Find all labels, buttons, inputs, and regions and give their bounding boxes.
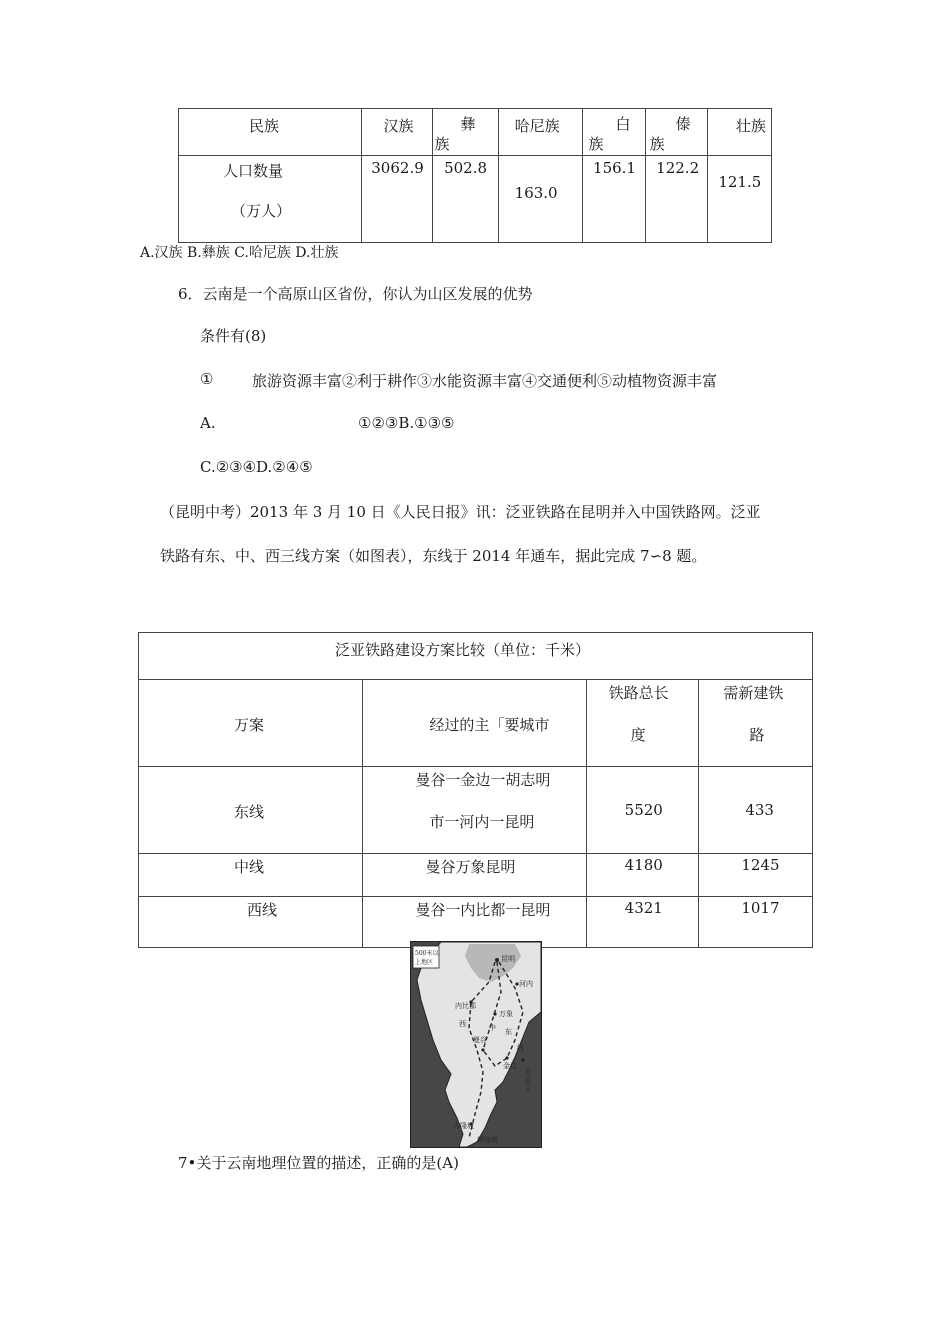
header-cell-dai xyxy=(645,109,707,156)
row-label-cell xyxy=(179,156,362,243)
map-label-west: 西 xyxy=(459,1020,466,1028)
header-cities-cell xyxy=(363,680,586,767)
header-plan: 万案 xyxy=(234,716,265,734)
east-cities-cell xyxy=(363,767,586,854)
map-label-singapore: 新加坡 xyxy=(477,1136,498,1144)
west-total-cell xyxy=(586,897,699,948)
map-label-naypyidaw: 内比都 xyxy=(455,1002,476,1010)
header-new-line2: 路 xyxy=(749,726,765,744)
value-yi-text: 502.8 xyxy=(444,159,488,177)
row-label-line2: （万人） xyxy=(231,202,292,220)
header-total-cell xyxy=(586,680,699,767)
city-dot-phnompenh xyxy=(505,1056,508,1059)
map-label-middle: 中 xyxy=(489,1024,496,1032)
header-dai-1: 傣 xyxy=(675,115,691,133)
map-label-kunming: 昆明 xyxy=(501,955,515,963)
middle-total-cell xyxy=(586,854,699,897)
city-dot-bangkok xyxy=(481,1048,484,1051)
q7-stem: 7•关于云南地理位置的描述，正确的是(A) xyxy=(178,1154,459,1172)
east-total-cell xyxy=(586,767,699,854)
west-plan-cell xyxy=(139,897,363,948)
intro-line2: 铁路有东、中、西三线方案（如图表），东线于 2014 年通车，据此完成 7∽8 题。 xyxy=(160,547,707,565)
east-cities-line2: 市一河内一昆明 xyxy=(429,813,535,831)
table-row-west xyxy=(139,897,813,948)
value-hani xyxy=(498,156,582,243)
legend-line2: 上地区 xyxy=(415,959,434,966)
city-dot-kunming xyxy=(495,958,499,962)
west-plan: 西线 xyxy=(247,901,278,919)
east-cities-line1: 曼谷一金边一胡志明 xyxy=(415,771,551,789)
q6-items: 旅游资源丰富②利于耕作③水能资源丰富④交通便利⑤动植物资源丰富 xyxy=(252,372,718,390)
city-dot-hochiminh xyxy=(521,1058,524,1061)
table2-title: 泛亚铁路建设方案比较（单位：千米） xyxy=(335,641,591,659)
q5-options: A.汉族 B.彝族 C.哈尼族 D.壮族 xyxy=(140,245,339,261)
ethnic-population-table xyxy=(178,108,772,243)
header-total-line1: 铁路总长 xyxy=(608,684,669,702)
header-dai-2: 族 xyxy=(649,135,665,153)
middle-new-cell xyxy=(699,854,813,897)
middle-plan: 中线 xyxy=(234,858,265,876)
west-cities: 曼谷一内比都一昆明 xyxy=(415,901,551,919)
header-new-cell xyxy=(699,680,813,767)
header-cities: 经过的主「要城市 xyxy=(429,716,550,734)
value-zhuang xyxy=(707,156,771,243)
header-zhuang: 壮族 xyxy=(735,117,766,135)
map-label-line: 线 xyxy=(517,1044,524,1052)
east-plan: 东线 xyxy=(234,803,265,821)
value-bai xyxy=(582,156,645,243)
pan-asia-railway-map xyxy=(410,941,542,1148)
east-total: 5520 xyxy=(624,801,663,819)
table2-title-cell xyxy=(139,633,813,680)
middle-total: 4180 xyxy=(624,856,663,874)
header-cell-han xyxy=(361,109,432,156)
map-label-phnompenh: 金边 xyxy=(503,1062,517,1070)
east-plan-cell xyxy=(139,767,363,854)
middle-cities-cell xyxy=(363,854,586,897)
west-cities-cell xyxy=(363,897,586,948)
header-yi-2: 族 xyxy=(434,135,450,153)
map-label-kualalumpur: 吉隆坡 xyxy=(453,1122,474,1130)
header-han: 汉族 xyxy=(383,117,414,135)
table-row-middle xyxy=(139,854,813,897)
q6-option-a-label: A. xyxy=(200,414,216,432)
header-hani: 哈尼族 xyxy=(514,117,560,135)
q6-option-a-rest: ①②③B.①③⑤ xyxy=(358,414,455,432)
map-label-hochiminh: 胡志明市 xyxy=(523,1068,531,1092)
value-zhuang-text: 121.5 xyxy=(718,173,762,191)
map-label-bangkok: 曼谷 xyxy=(473,1036,487,1044)
value-yi xyxy=(432,156,498,243)
value-dai-text: 122.2 xyxy=(656,159,700,177)
map-label-east: 东 xyxy=(505,1028,512,1036)
map-label-hanoi: 河内 xyxy=(519,980,533,988)
header-bai-1: 白 xyxy=(615,115,631,133)
table-row-east xyxy=(139,767,813,854)
legend-line1: 500米以 xyxy=(415,950,439,957)
map-drawing xyxy=(411,942,541,1147)
q6-stem-line1: 6．云南是一个高原山区省份，你认为山区发展的优势 xyxy=(178,285,533,303)
header-cell-hani xyxy=(498,109,582,156)
value-han xyxy=(361,156,432,243)
middle-plan-cell xyxy=(139,854,363,897)
middle-cities: 曼谷万象昆明 xyxy=(425,858,516,876)
header-cell-bai xyxy=(582,109,645,156)
value-bai-text: 156.1 xyxy=(593,159,636,177)
header-total-line2: 度 xyxy=(630,726,646,744)
east-new-cell xyxy=(699,767,813,854)
value-han-text: 3062.9 xyxy=(371,159,424,177)
q6-options-cd: C.②③④D.②④⑤ xyxy=(200,458,313,476)
railway-plan-table xyxy=(138,632,813,948)
header-bai-2: 族 xyxy=(588,135,604,153)
value-dai xyxy=(645,156,707,243)
header-new-line1: 需新建铁 xyxy=(723,684,784,702)
intro-line1: （昆明中考）2013 年 3 月 10 日《人民日报》讯：泛亚铁路在昆明并入中国铁路网。泛亚 xyxy=(160,503,761,521)
middle-new: 1245 xyxy=(741,856,780,874)
west-new-cell xyxy=(699,897,813,948)
header-cell-yi xyxy=(432,109,498,156)
east-new: 433 xyxy=(745,801,774,819)
value-hani-text: 163.0 xyxy=(514,184,558,202)
q6-stem-line2: 条件有(8) xyxy=(200,327,267,345)
city-dot-vientiane xyxy=(493,1012,496,1015)
map-label-vientiane: 万象 xyxy=(499,1010,513,1018)
q6-circle-1: ① xyxy=(200,370,214,388)
west-total: 4321 xyxy=(624,899,663,917)
west-new: 1017 xyxy=(741,899,780,917)
header-cell-zhuang xyxy=(707,109,771,156)
header-yi-1: 彝 xyxy=(460,115,476,133)
row-label-line1: 人口数量 xyxy=(223,162,284,180)
header-ethnic: 民族 xyxy=(249,117,280,135)
header-cell-ethnic xyxy=(179,109,362,156)
header-plan-cell xyxy=(139,680,363,767)
